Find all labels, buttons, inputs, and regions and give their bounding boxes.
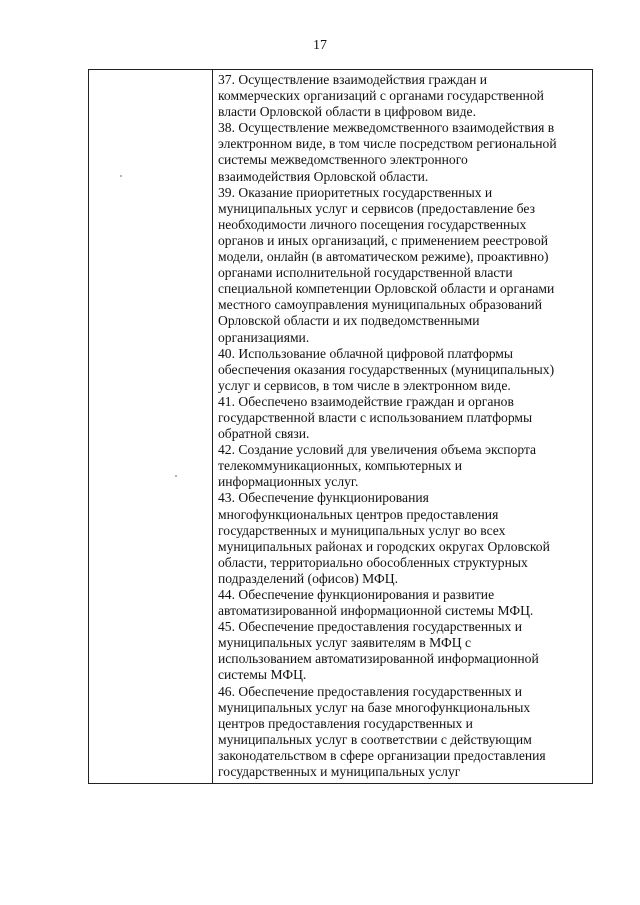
text-line: модели, онлайн (в автоматическом режиме), проактивно) [218,249,549,265]
text-line: муниципальных услуг и сервисов (предоставление без [218,200,535,216]
text-line: власти Орловской области в цифровом виде. [218,104,476,120]
table-row [89,70,593,784]
text-line: 44. Обеспечение функционирования и развитие [218,587,495,602]
text-line: информационных услуг. [218,474,359,490]
text-line: 41. Обеспечено взаимодействие граждан и органов [218,393,514,409]
text-line: подразделений (офисов) МФЦ. [218,570,398,586]
text-line: государственных и муниципальных услуг во всех [218,522,506,538]
text-line: муниципальных услуг в соответствии с действующим [218,731,532,747]
text-line: многофункциональных центров предоставления [218,506,499,522]
text-line: системы МФЦ. [218,667,307,683]
text-line: 46. Обеспечение предоставления государственных и [218,683,522,699]
text-line: коммерческих организаций с органами государственной [218,88,544,104]
text-line: системы межведомственного электронного [218,152,468,168]
text-line: телекоммуникационных, компьютерных и [218,458,463,474]
content-table [88,69,593,784]
text-line: муниципальных услуг заявителям в МФЦ с [218,635,471,651]
text-line: обеспечения оказания государственных (муниципальных) [218,361,555,377]
scan-speck [120,175,122,177]
left-cell [89,70,213,784]
text-line: специальной компетенции Орловской области и органами [218,281,555,297]
text-line: 42. Создание условий для увеличения объема экспорта [218,442,537,458]
text-line: 38. Осуществление межведомственного взаимодействия в [218,120,555,136]
scan-speck [175,475,177,477]
text-line: обратной связи. [218,426,310,442]
text-line: необходимости личного посещения государственных [218,216,527,232]
text-line: 43. Обеспечение функционирования [218,490,429,506]
text-line: взаимодействия Орловской области. [218,168,429,184]
text-line: государственной власти с использованием платформы [218,409,533,425]
text-line: муниципальных услуг на базе многофункциональных [218,699,531,715]
text-line: местного самоуправления муниципальных образований [218,297,542,313]
text-line: органами исполнительной государственной власти [218,265,513,281]
text-line: органов и иных организаций, с применением реестровой [218,232,549,248]
text-line: области, территориально обособленных структурных [218,554,528,570]
right-cell [213,70,593,784]
text-line: 37. Осуществление взаимодействия граждан и [218,72,488,87]
text-line: 40. Использование облачной цифровой платформы [218,345,514,361]
text-line: организациями. [218,329,310,345]
text-line: услуг и сервисов, в том числе в электронном виде. [218,377,511,393]
text-line: законодательством в сфере организации предоставления [218,747,546,763]
text-line: 39. Оказание приоритетных государственных и [218,184,493,200]
text-line: автоматизированной информационной системы МФЦ. [218,603,534,619]
cell-text [213,70,592,783]
text-line: муниципальных районах и городских округах Орловской [218,538,550,554]
text-line: электронном виде, в том числе посредством региональной [218,136,557,152]
text-line: использованием автоматизированной информационной [218,651,539,667]
text-line: Орловской области и их подведомственными [218,313,480,329]
page-number: 17 [313,38,327,53]
text-line: 45. Обеспечение предоставления государственных и [218,619,522,635]
text-line: государственных и муниципальных услуг [218,764,461,780]
text-line: центров предоставления государственных и [218,715,473,731]
